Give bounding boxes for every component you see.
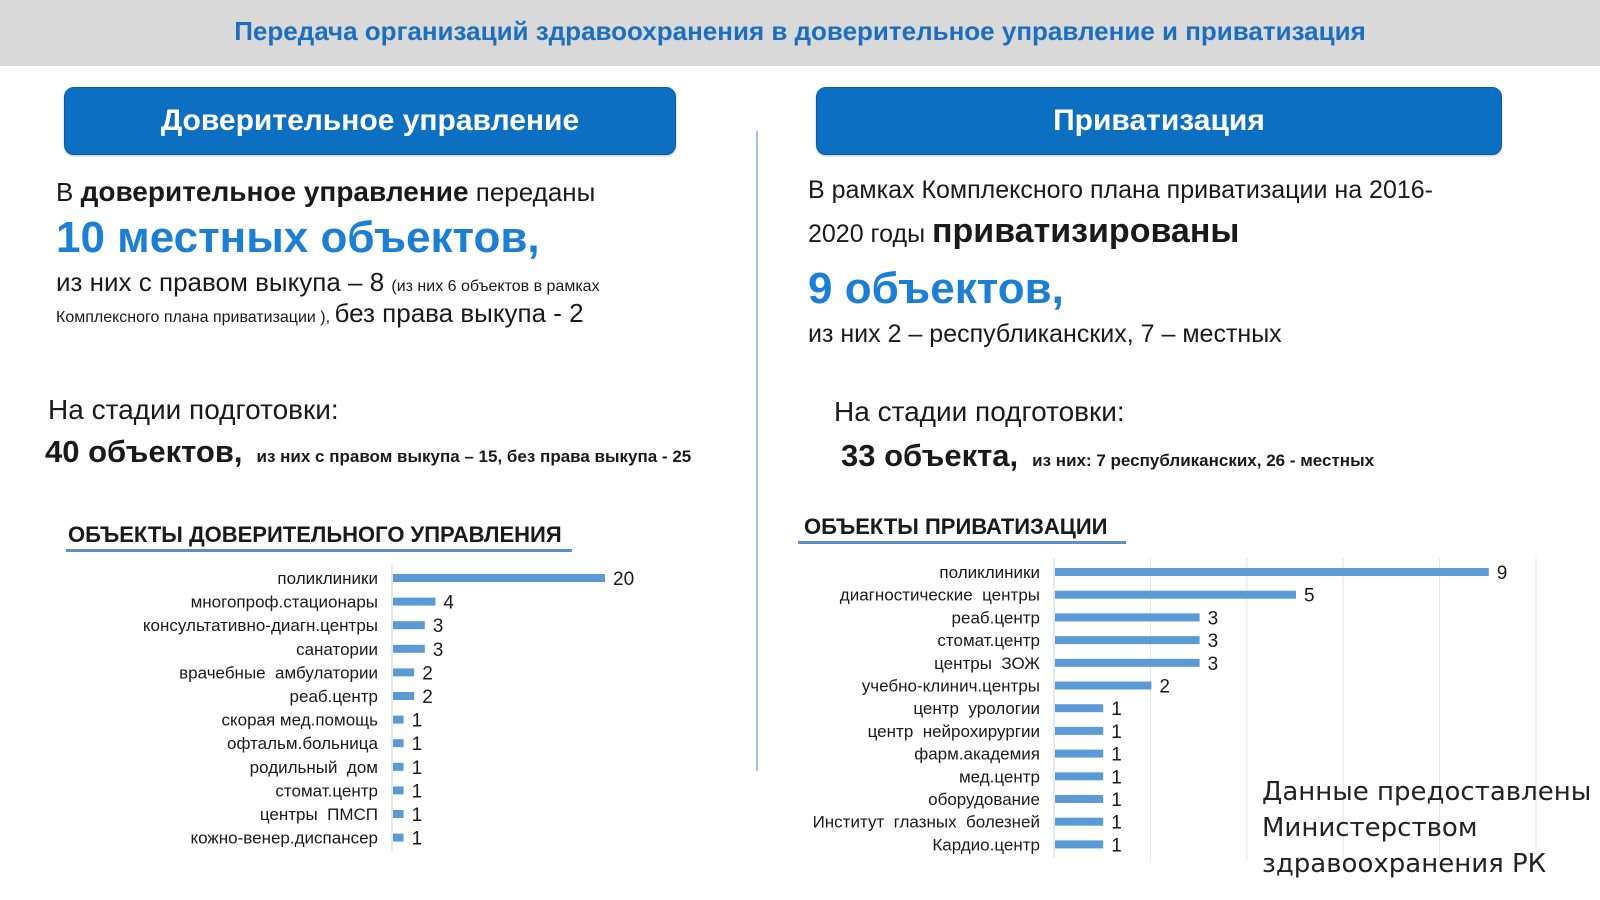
- bar: [1055, 682, 1151, 690]
- category-label: санатории: [296, 639, 378, 659]
- value-label: 1: [1111, 699, 1122, 721]
- bar: [1055, 613, 1200, 621]
- bar: [1055, 727, 1103, 735]
- title-bar: [0, 0, 1600, 66]
- trust-management-header: [64, 87, 676, 155]
- bar: [393, 621, 425, 629]
- right-intro-line2-prefix: 2020 годы: [808, 220, 932, 248]
- category-label: центры ПМСП: [259, 805, 378, 824]
- category-label: центр урологии: [913, 699, 1040, 719]
- source-note-line3: здравоохранения РК: [1262, 849, 1547, 879]
- trust-management-header-label: Доверительное управление: [160, 104, 580, 137]
- category-label: фарм.академия: [914, 744, 1040, 764]
- value-label: 3: [1207, 608, 1219, 630]
- value-label: 1: [1111, 812, 1122, 834]
- privatization-header: [816, 87, 1502, 155]
- right-stage-detail: из них: 7 республиканских, 26 - местных: [1032, 451, 1375, 470]
- category-label: реаб.центр: [951, 608, 1040, 628]
- left-line2: [56, 298, 584, 329]
- source-note-line2: Министерством: [1262, 813, 1478, 843]
- bar: [1055, 795, 1103, 803]
- right-stage-label: На стадии подготовки:: [834, 396, 1125, 427]
- left-line2-main: без права выкупа - 2: [334, 298, 584, 328]
- left-stage-detail: из них с правом выкупа – 15, без права выкупа - 25: [256, 447, 692, 466]
- category-label: учебно-клинич.центры: [861, 676, 1040, 696]
- left-intro-prefix: В: [56, 177, 81, 207]
- category-label: многопроф.стационары: [190, 592, 378, 612]
- left-stage-label: На стадии подготовки:: [48, 394, 339, 425]
- left-stage-count: 40 объектов,: [45, 434, 243, 469]
- left-line1-main: из них с правом выкупа – 8: [56, 267, 392, 297]
- value-label: 1: [411, 757, 423, 779]
- value-label: 3: [1207, 653, 1219, 675]
- right-big-count: 9 объектов,: [808, 264, 1064, 313]
- value-label: 1: [1111, 721, 1122, 743]
- bar: [1055, 591, 1296, 599]
- bar: [1055, 818, 1103, 826]
- value-label: 1: [1111, 835, 1122, 857]
- category-label: кожно-венер.диспансер: [190, 828, 378, 848]
- category-label: диагностические центры: [839, 585, 1040, 605]
- category-label: офтальм.больница: [227, 734, 378, 754]
- bar: [1055, 840, 1103, 848]
- category-label: мед.центр: [958, 767, 1040, 787]
- bar: [1055, 636, 1200, 644]
- category-label: поликлиники: [939, 563, 1040, 582]
- trust-management-bar-chart: [0, 565, 760, 885]
- category-label: стомат.центр: [937, 631, 1040, 651]
- bar: [393, 716, 404, 724]
- left-intro: [56, 176, 595, 208]
- category-label: реаб.центр: [289, 687, 378, 706]
- left-stage: [45, 434, 691, 470]
- category-label: консультативно-диагн.центры: [142, 616, 378, 636]
- value-label: 1: [411, 781, 423, 803]
- left-line2-small: Комплексного плана приватизации ),: [56, 309, 335, 326]
- right-chart-title-underline: [798, 541, 1126, 544]
- bar: [393, 810, 404, 818]
- bar: [393, 645, 425, 653]
- value-label: 2: [422, 663, 433, 685]
- bar: [393, 574, 605, 582]
- value-label: 20: [613, 569, 635, 590]
- right-stage: [841, 438, 1374, 474]
- value-label: 3: [1207, 631, 1219, 653]
- left-intro-bold: доверительное управление: [80, 176, 469, 207]
- category-label: центр нейрохирургии: [867, 721, 1040, 741]
- value-label: 1: [411, 734, 423, 756]
- left-chart-title: ОБЪЕКТЫ ДОВЕРИТЕЛЬНОГО УПРАВЛЕНИЯ: [68, 522, 562, 547]
- value-label: 1: [411, 805, 423, 826]
- value-label: 9: [1496, 563, 1508, 584]
- value-label: 3: [432, 639, 444, 661]
- right-intro-line1: В рамках Комплексного плана приватизации на 2016-: [808, 176, 1433, 204]
- bar: [393, 668, 414, 676]
- bar: [1055, 704, 1103, 712]
- category-label: оборудование: [928, 790, 1040, 809]
- value-label: 4: [443, 592, 454, 614]
- bar: [393, 786, 404, 794]
- left-chart-title-underline: [66, 549, 572, 552]
- left-line1: [56, 267, 600, 298]
- privatization-header-label: Приватизация: [1053, 104, 1265, 137]
- left-intro-suffix: переданы: [468, 177, 596, 207]
- category-label: родильный дом: [249, 757, 378, 777]
- right-stage-count: 33 объекта,: [841, 438, 1019, 473]
- category-label: скорая мед.помощь: [221, 710, 378, 730]
- source-note-line1: Данные предоставлены: [1262, 777, 1592, 807]
- right-chart-title: ОБЪЕКТЫ ПРИВАТИЗАЦИИ: [804, 514, 1108, 539]
- category-label: Институт глазных болезней: [812, 812, 1040, 832]
- value-label: 1: [1111, 744, 1122, 766]
- right-intro-line2-bold: приватизированы: [932, 212, 1240, 250]
- category-label: Кардио.центр: [932, 835, 1040, 855]
- category-label: центры ЗОЖ: [934, 653, 1040, 673]
- value-label: 2: [422, 687, 433, 708]
- category-label: врачебные амбулатории: [179, 663, 378, 683]
- right-detail: из них 2 – республиканских, 7 – местных: [808, 320, 1282, 348]
- source-note: [1262, 774, 1591, 882]
- left-line1-small: (из них 6 объектов в рамках: [391, 278, 600, 295]
- bar: [393, 598, 435, 606]
- bar: [1055, 659, 1200, 667]
- value-label: 3: [432, 616, 444, 638]
- bar: [393, 692, 414, 700]
- left-big-count: 10 местных объектов,: [56, 213, 540, 262]
- bar: [393, 763, 404, 771]
- value-label: 2: [1159, 676, 1170, 698]
- bar: [393, 834, 404, 842]
- bar: [1055, 568, 1489, 576]
- value-label: 5: [1304, 585, 1315, 607]
- page-title: Передача организаций здравоохранения в доверительное управление и приватизация: [234, 16, 1366, 46]
- bar: [393, 739, 404, 747]
- value-label: 1: [1111, 767, 1122, 789]
- value-label: 1: [1111, 790, 1122, 811]
- value-label: 1: [411, 828, 423, 850]
- category-label: стомат.центр: [275, 781, 378, 801]
- category-label: поликлиники: [277, 569, 378, 588]
- bar: [1055, 772, 1103, 780]
- right-intro-line2: [808, 212, 1239, 251]
- value-label: 1: [411, 710, 423, 732]
- bar: [1055, 750, 1103, 758]
